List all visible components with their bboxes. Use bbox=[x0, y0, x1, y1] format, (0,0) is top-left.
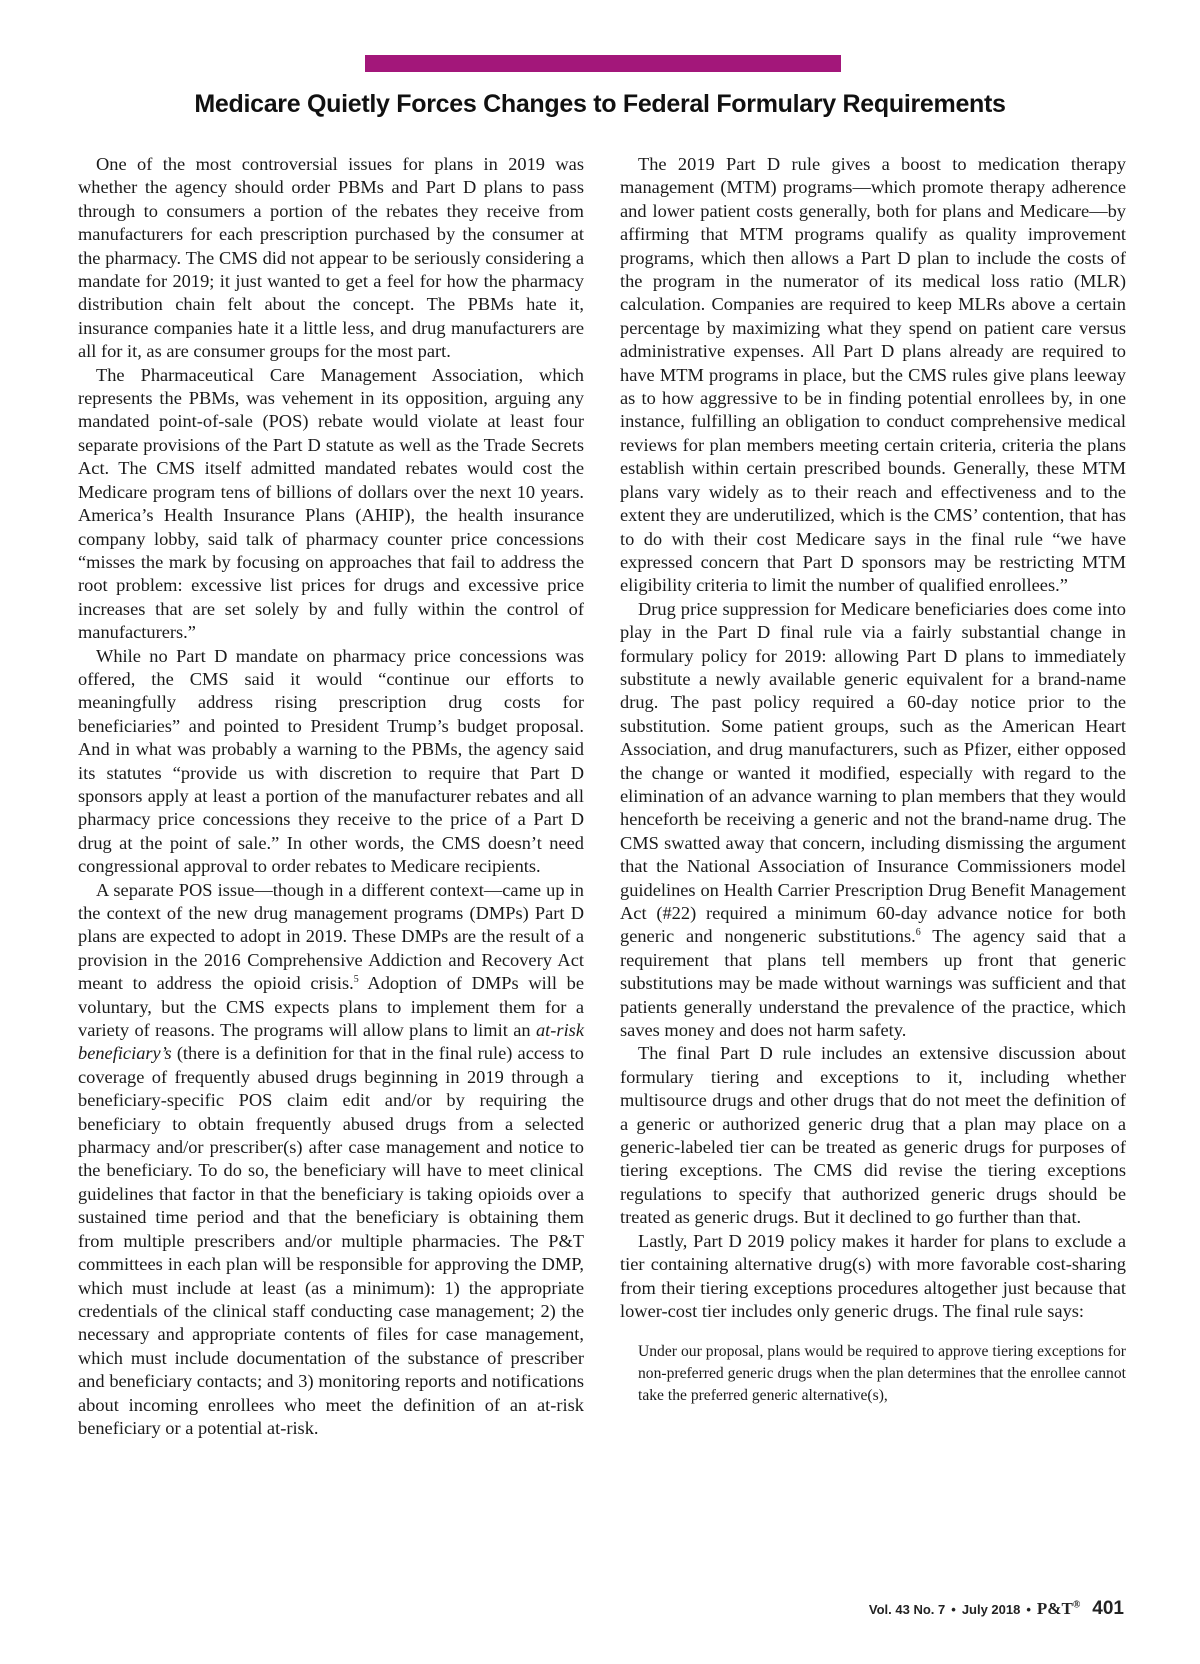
paragraph: One of the most controversial issues for plans in 2019 was whether the agency should order PBMs and Part D plans to pass through to consumers a portion of the rebates they receive from manufacturers for each prescription purchased by the consumer at the pharmacy. The CMS did not appear to be seriously considering a mandate for 2019; it just wanted to get a feel for how the pharmacy distribution chain felt about the concept. The PBMs hate it, insurance companies hate it a little less, and drug manufacturers are all for it, as are consumer groups for the most part. bbox=[78, 154, 584, 362]
bullet-separator: • bbox=[951, 1602, 956, 1617]
accent-bar bbox=[365, 55, 841, 72]
issue-date: July 2018 bbox=[961, 1602, 1021, 1617]
paragraph: Lastly, Part D 2019 policy makes it harder for plans to exclude a tier containing alternative drug(s) with more favorable cost-sharing from their tiering exceptions procedures altogether just because that lower-cost tier includes only generic drugs. The final rule says: bbox=[620, 1230, 1126, 1321]
registered-mark: ® bbox=[1072, 1599, 1081, 1611]
paragraph: While no Part D mandate on pharmacy price concessions was offered, the CMS said it would “continue our efforts to meaningfully address rising prescription drug costs for beneficiaries” and pointed to President Trump’s budget proposal. And in what was probably a warning to the PBMs, the agency said its statutes “provide us with discretion to require that Part D sponsors apply at least a portion of the manufacturer rebates and all pharmacy price concessions they receive to the price of a Part D drug at the point of sale.” In other words, the CMS doesn’t need congressional approval to order rebates to Medicare recipients. bbox=[78, 645, 584, 877]
journal-name bbox=[1037, 1599, 1080, 1619]
paragraph-text: The agency said that a requirement that plans tell members up front that generic substitutions may be made without warnings was sufficient and that patients generally understand the prevalence of the practice, which saves money and does not harm safety. bbox=[620, 926, 1127, 1041]
right-column bbox=[620, 153, 1126, 1407]
paragraph: The 2019 Part D rule gives a boost to medication therapy management (MTM) programs—which promote therapy adherence and lower patient costs generally, both for plans and Medicare—by affirming that MTM programs qualify as quality improvement programs, which then allows a Part D plan to include the costs of the program in the numerator of its medical loss ratio (MLR) calculation. Companies are required to keep MLRs above a certain percentage by maximizing what they spend on patient care versus administrative expenses. All Part D plans already are required to have MTM programs in place, but the CMS rules give plans leeway as to how aggressive to be in finding potential enrollees by, in one instance, fulfilling an obligation to conduct comprehensive medical reviews for plan members meeting certain criteria, criteria the plans establish within certain prescribed bounds. Generally, these MTM plans vary widely as to their reach and effectiveness and to the extent they are underutilized, which is the CMS’ contention, that has to do with their cost Medicare says in the final rule “we have expressed concern that Part D sponsors may be restricting MTM eligibility criteria to limit the number of qualified enrollees.” bbox=[620, 154, 1126, 596]
bullet-separator: • bbox=[1026, 1602, 1031, 1617]
paragraph-text: A separate POS issue—though in a different context—came up in the context of the new drug management programs (DMPs) Part D plans are expected to adopt in 2019. These DMPs are the result of a provision in the 2016 Comprehensive Addiction and Recovery Act meant to address the opioid crisis. bbox=[78, 879, 584, 994]
journal-title: P&T bbox=[1036, 1599, 1073, 1618]
paragraph-text: Adoption of DMPs will be voluntary, but the CMS expects plans to implement them for a variety of reasons. The programs will allow plans to limit an bbox=[78, 973, 584, 1041]
paragraph: The Pharmaceutical Care Management Association, which represents the PBMs, was vehement in its opposition, arguing any mandated point-of-sale (POS) rebate would violate at least four separate provisions of the Part D statute as well as the Trade Secrets Act. The CMS itself admitted mandated rebates would cost the Medicare program tens of billions of dollars over the next 10 years. America’s Health Insurance Plans (AHIP), the health insurance company lobby, said talk of pharmacy counter price concessions “misses the mark by focusing on approaches that fail to address the root problem: excessive list prices for drugs and excessive price increases that are set solely by and fully within the control of manufacturers.” bbox=[78, 364, 584, 643]
left-column bbox=[78, 153, 584, 1440]
italic-term: at-risk beneficiary’s bbox=[78, 1020, 584, 1064]
issue-info: Vol. 43 No. 7 bbox=[868, 1602, 946, 1617]
paragraph-text: Drug price suppression for Medicare beneficiaries does come into play in the Part D final rule via a fairly substantial change in formulary policy for 2019: allowing Part D plans to immediately substitute a newly available generic equivalent for a brand-name drug. The past policy required a 60-day notice prior to the substitution. Some patient groups, such as the American Heart Association, and drug manufacturers, such as Pfizer, either opposed the change or wanted it modified, especially with regard to the elimination of an advance warning to plan members that they would henceforth be receiving a generic and not the brand-name drug. The CMS swatted away that concern, including dismissing the argument that the National Association of Insurance Commissioners model guidelines on Health Carrier Prescription Drug Benefit Management Act (#22) required a minimum 60-day advance notice for both generic and nongeneric substitutions. bbox=[620, 598, 1126, 947]
paragraph bbox=[78, 879, 584, 1441]
article-title: Medicare Quietly Forces Changes to Federal Formulary Requirements bbox=[194, 90, 1006, 118]
page-footer bbox=[869, 1598, 1124, 1620]
paragraph bbox=[620, 598, 1126, 1043]
reference-superscript: 6 bbox=[915, 927, 921, 939]
paragraph-text: (there is a definition for that in the final rule) access to coverage of frequently abused drugs beginning in 2019 through a beneficiary-specific POS claim edit and/or by requiring the beneficiary to obtain frequently abused drugs from a selected pharmacy and/or prescriber(s) after case management and notice to the beneficiary. To do so, the beneficiary will have to meet clinical guidelines that factor in that the beneficiary is taking opioids over a sustained time period and that the beneficiary is obtaining them from multiple prescribers and/or multiple pharmacies. The P&T committees in each plan will be responsible for approving the DMP, which must include at least (as a minimum): 1) the appropriate credentials of the clinical staff conducting case management; 2) the necessary and appropriate contents of files for case management, which must include documentation of the substance of prescriber and beneficiary contacts; and 3) monitoring reports and notifications about incoming enrollees who meet the definition of an at-risk beneficiary or a potential at-risk. bbox=[78, 1043, 584, 1438]
block-quote: Under our proposal, plans would be required to approve tiering exceptions for non-preferred generic drugs when the plan determines that the enrollee cannot take the preferred generic alternative(s), bbox=[638, 1343, 1126, 1405]
paragraph: The final Part D rule includes an extensive discussion about formulary tiering and exceptions to it, including whether multisource drugs and other drugs that do not meet the definition of a generic or authorized generic drug that a plan may place on a generic-labeled tier can be treated as generic drugs for purposes of tiering exceptions. The CMS did revise the tiering exceptions regulations to specify that authorized generic drugs should be treated as generic drugs. But it declined to go further than that. bbox=[620, 1043, 1126, 1228]
reference-superscript: 5 bbox=[353, 974, 359, 986]
page-number: 401 bbox=[1092, 1598, 1124, 1619]
